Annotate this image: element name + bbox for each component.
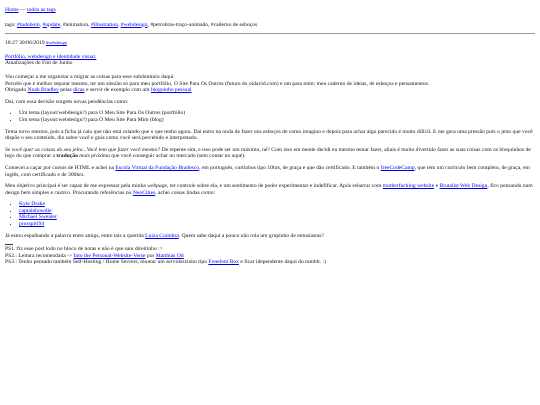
tag-item: #animation <box>62 21 89 28</box>
pendencias-list <box>5 110 535 123</box>
paragraph-intro <box>5 74 535 94</box>
traducao-bold: tradução <box>56 153 78 160</box>
paragraph-tema: Tema novo mesmo, pois a ficha já caiu que não está rolando que o que tenho agora. Daí entro na onda de fazer uns esboços de como imagino e depois para achar algo parecido é muito difícil. E me gera uma pressão pois o jeito que você dispõe o seu conteúdo, diz sobre você e guia como você será percebido e interpretado. <box>5 128 533 142</box>
list-item <box>19 201 535 208</box>
objetivo-text-5: , achei coisas lindas como: <box>155 189 216 196</box>
tags-label: tags: <box>5 21 16 28</box>
ps3-text: PS3.: Tenho pensado também Self-Hosting / Home Servers, montar um servidorzinho tipo <box>5 259 207 266</box>
ps2-text: PS2.: Leitura recomendada -> <box>5 252 73 259</box>
cursos-text: Comecei a caçar por cursos de HTML e achei na <box>5 164 114 171</box>
paragraph-pendencias: Daí, com essa decisão surgem novas pendências como: <box>5 98 129 105</box>
all-tags-link[interactable]: todos as tags <box>27 7 56 13</box>
post-tag-link[interactable]: #webdesign <box>46 40 68 46</box>
intro-line-1: Vou começar a me organizar a migrar as coisas para esse subdomínio daqui. <box>5 73 175 80</box>
thanks-text-3: e servir de exemplo com um <box>86 87 150 94</box>
freecodecamp-link[interactable]: freeCodeCamp <box>380 164 415 171</box>
tag-separator: , <box>39 21 43 28</box>
mais-proxima-italic: mais próxima <box>77 153 110 160</box>
intro-line-2-text: Percebi que é melhor separar mesmo, ter um sitezão só para meu portfólio, O Site Para Os Outros (futuro do oidavid.com) e um para mim: meu caderno de ideias, de esboços e pensamentos. <box>5 80 430 87</box>
tag-item[interactable]: #webdesign <box>120 21 148 28</box>
list-item <box>19 221 535 228</box>
jeito-text-2: que você conseguir achar no mercado (sem contar no aqué). <box>109 153 246 160</box>
jeito-text: De repente sim, e isso pode ser um máximo, né? Com isso em mente decidi eu mesmo tentar fazer, aliais é muito divertido fazer as suas coisas com os bloquinhos de lego do que comprar a <box>5 146 531 160</box>
tag-item: #petrobras-traço-animado <box>150 21 209 28</box>
cursos-text-3: , que tem um curriculo bem completo, de graça, em inglês, com certificado e de 300hrs. <box>5 164 530 178</box>
tag-items <box>17 22 257 28</box>
paragraph-amigos <box>5 233 535 240</box>
nav-separator: — <box>20 7 26 13</box>
motherfucking-website-link[interactable]: motherfucking website <box>382 183 435 190</box>
list-item: • Um tema (layout/webdesign?) para O Meu Site Para Os Outros (portfólio) <box>19 110 535 117</box>
tag-list <box>5 22 535 29</box>
freedom-box-link[interactable]: Freedom Box <box>208 259 239 266</box>
tag-separator: , <box>147 21 151 28</box>
prosspirl94-link[interactable]: prosspirl94 <box>19 221 45 228</box>
tag-separator: , <box>88 21 91 28</box>
list-item <box>19 208 535 215</box>
thanks-text-2: pelas <box>60 87 72 94</box>
objetivo-text-2: , ter controle sobre ela, e um sentimento de poder experimentar e indefificar. Após esbarrar com <box>167 183 382 190</box>
captainhowdie-link[interactable]: captainhowdie <box>19 207 52 214</box>
dicas-link[interactable]: dicas <box>73 87 85 94</box>
michael-sweater-link[interactable]: Michael Sweater <box>19 214 57 221</box>
ps3 <box>5 259 535 266</box>
tag-item[interactable]: #tudobom <box>16 21 40 28</box>
cursos-text-2: , em português, curtinhos tipo 10hrs, de graça e que dão certificado. E também o <box>199 164 380 171</box>
ps3-text-2: e ficar idependente daqui do tumblr. :) <box>240 259 326 266</box>
objetivo-text: Meu objetivo principal é ser capaz de me expressar pela minha <box>5 183 148 190</box>
neocities-link[interactable]: NeoCities <box>132 189 156 196</box>
list-item <box>19 214 535 221</box>
thanks-text: Obrigado <box>5 87 27 94</box>
post-subtitle: Atualizações de Fim de Junho <box>5 60 73 67</box>
paragraph-jeito <box>5 147 535 160</box>
postscripts <box>5 246 535 266</box>
amigos-text-2: . Quem sabe daqui a pouco não rola um grupinho de entusiastas? <box>178 232 324 239</box>
post-title[interactable]: Portfólio, webdesign e identidade visual. <box>5 53 97 60</box>
post-meta <box>5 40 535 47</box>
tag-separator: , <box>118 21 121 28</box>
post-header <box>5 54 535 67</box>
tag-separator: , <box>208 21 211 28</box>
kyle-drake-link[interactable]: Kyle Drake <box>19 201 45 208</box>
divider <box>5 33 535 34</box>
tag-separator: , <box>60 21 63 28</box>
paragraph-objetivo <box>5 183 535 196</box>
objetivo-and: e <box>435 183 439 190</box>
tag-item: #caderno de esboços <box>210 21 258 28</box>
intro-line-3 <box>5 87 535 94</box>
webpage-italic: webpage <box>147 183 168 190</box>
paragraph-cursos <box>5 165 535 178</box>
post-timestamp: 18:27 30/06/2019 <box>5 40 45 47</box>
objetivo-text-4: . Procurando referências no <box>69 189 132 196</box>
jeito-italic: Se você quer as coisas do seu jeito...Você tem que fazer você mesmo? <box>5 146 161 153</box>
ps1: PS1.:fiz esse post todo no bloco de notas e não é que saiu direitinho :> <box>5 246 163 253</box>
home-link[interactable]: Home <box>5 7 19 13</box>
amigos-text: Já estou espalhando a palavra entre amigs, entre tais a querida <box>5 232 144 239</box>
rustico-italic: rústico <box>54 189 70 196</box>
ps2-por: por <box>146 252 155 259</box>
noah-bradley-link[interactable]: Noah Bradley <box>27 87 59 94</box>
objetivo-text-3: , fico pensando num design bem simples e <box>5 183 533 196</box>
bloguinho-link[interactable]: bloguinho pessoal <box>150 87 192 94</box>
list-item: • Um tema (layout/webdesign?) para O Meu Site Para Mim (blog) <box>19 117 535 124</box>
luiza-coimbra-link[interactable]: Luiza Coimbra <box>145 232 179 239</box>
bradesco-link[interactable]: Escola Virtual da Fundação Bradesco <box>115 164 200 171</box>
referencias-list <box>5 201 535 227</box>
brutalist-web-design-link[interactable]: Brutalist Web Design <box>439 183 488 190</box>
top-nav <box>5 7 535 14</box>
intro-line-2 <box>5 81 535 88</box>
personal-website-verse-link[interactable]: Into the Personal-Website-Verse <box>73 252 146 259</box>
tag-item[interactable]: #update <box>42 21 61 28</box>
matthias-ott-link[interactable]: Matthias Ott <box>155 252 184 259</box>
tag-item[interactable]: #illustration <box>90 21 118 28</box>
